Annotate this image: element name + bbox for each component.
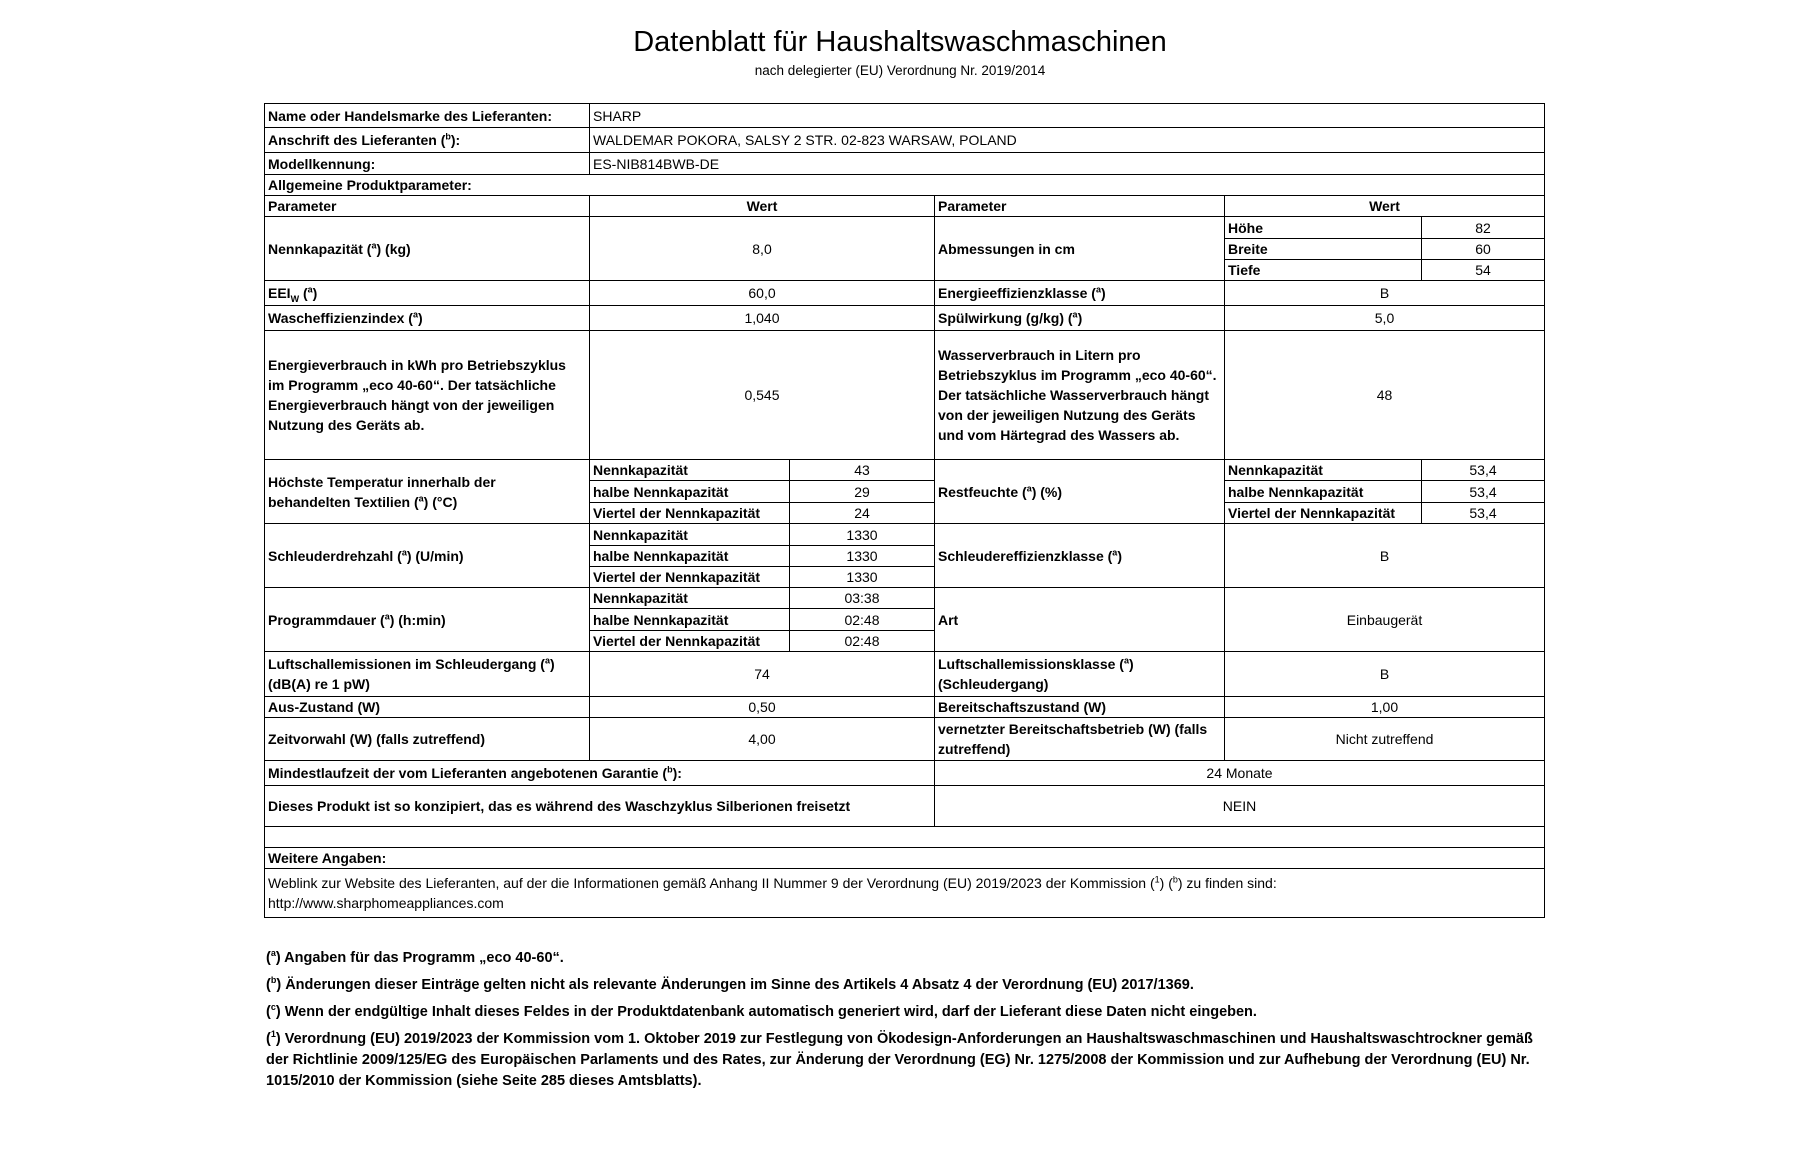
spin-speed-sub1-value: 1330 [790, 524, 935, 546]
table-row [265, 761, 1545, 786]
spin-speed-sub3-value: 1330 [790, 567, 935, 588]
duration-sub2-value: 02:48 [790, 609, 935, 631]
max-temp-sub3-label: Viertel der Nennkapazität [590, 503, 790, 524]
wash-index-value: 1,040 [590, 306, 935, 331]
depth-label: Tiefe [1225, 260, 1422, 281]
table-row [265, 281, 1545, 306]
moisture-sub3-value: 53,4 [1422, 503, 1545, 524]
max-temp-label: Höchste Temperatur innerhalb der behandelten Textilien ($^a$) (°C) [265, 460, 590, 524]
duration-sub2-label: halbe Nennkapazität [590, 609, 790, 631]
duration-label: Programmdauer ($^a$) (h:min) [265, 588, 590, 652]
spin-speed-sub2-label: halbe Nennkapazität [590, 546, 790, 567]
height-label: Höhe [1225, 217, 1422, 239]
table-row [265, 331, 1545, 460]
networked-standby-label: vernetzter Bereitschaftsbetrieb (W) (falls zutreffend) [935, 718, 1225, 761]
moisture-sub1-label: Nennkapazität [1225, 460, 1422, 481]
duration-sub3-value: 02:48 [790, 631, 935, 652]
table-row [265, 104, 1545, 128]
page-subtitle: nach delegierter (EU) Verordnung Nr. 2019/2014 [754, 63, 1046, 78]
delay-start-label: Zeitvorwahl (W) (falls zutreffend) [265, 718, 590, 761]
max-temp-sub1-label: Nennkapazität [590, 460, 790, 481]
table-row [265, 718, 1545, 761]
off-mode-label: Aus-Zustand (W) [265, 697, 590, 718]
energy-consumption-value: 0,545 [590, 331, 935, 460]
column-header-parameter-2: Parameter [935, 196, 1225, 217]
footnote-1: ($^1$) Verordnung (EU) 2019/2023 der Kommission vom 1. Oktober 2019 zur Festlegung von Ökodesign-Anforderungen an Haushaltswaschmaschinen und Haushaltswaschtrockner gemäß der Richtlinie 2009/125/EG des Europäischen Parlaments und des Rates, zur Änderung der Verordnung (EG) Nr. 1275/2008 der Kommission und zur Aufhebung der Verordnung (EU) Nr. 1015/2010 der Kommission (siehe Seite 285 dieses Amtsblatts). [266, 1029, 1533, 1089]
duration-sub3-label: Viertel der Nennkapazität [590, 631, 790, 652]
table-row [265, 786, 1545, 827]
supplier-weblink[interactable]: http://www.sharphomeappliances.com [268, 895, 504, 911]
column-header-value-2: Wert [1225, 196, 1545, 217]
duration-sub1-label: Nennkapazität [590, 588, 790, 609]
moisture-sub1-value: 53,4 [1422, 460, 1545, 481]
height-value: 82 [1422, 217, 1545, 239]
max-temp-sub2-value: 29 [790, 481, 935, 503]
footnote-c: ($^c$) Wenn der endgültige Inhalt dieses Feldes in der Produktdatenbank automatisch generiert wird, darf der Lieferant diese Daten nicht eingeben. [266, 1002, 1257, 1020]
type-label: Art [935, 588, 1225, 652]
noise-value: 74 [590, 652, 935, 697]
empty-row [265, 827, 1545, 848]
spin-speed-sub3-label: Viertel der Nennkapazität [590, 567, 790, 588]
max-temp-sub2-label: halbe Nennkapazität [590, 481, 790, 503]
capacity-label: Nennkapazität ($^a$) (kg) [265, 217, 590, 281]
energy-class-label: Energieeffizienzklasse ($^a$) [935, 281, 1225, 306]
off-mode-value: 0,50 [590, 697, 935, 718]
dimensions-label: Abmessungen in cm [935, 217, 1225, 281]
moisture-sub3-label: Viertel der Nennkapazität [1225, 503, 1422, 524]
datasheet-table [264, 103, 1545, 918]
moisture-sub2-label: halbe Nennkapazität [1225, 481, 1422, 503]
rinse-value: 5,0 [1225, 306, 1545, 331]
further-info-text: Weblink zur Website des Lieferanten, auf der die Informationen gemäß Anhang II Nummer 9 der Verordnung (EU) 2019/2023 der Kommission ($^1$) ($^b$) zu finden sind: http://www.sharphomeappliances.com [265, 869, 1545, 918]
table-row [265, 827, 1545, 848]
model-label: Modellkennung: [265, 153, 590, 175]
noise-label: Luftschallemissionen im Schleudergang ($^a$) (dB(A) re 1 pW) [265, 652, 590, 697]
type-value: Einbaugerät [1225, 588, 1545, 652]
spin-speed-sub2-value: 1330 [790, 546, 935, 567]
table-row [265, 588, 1545, 609]
spin-speed-sub1-label: Nennkapazität [590, 524, 790, 546]
table-row [265, 869, 1545, 918]
table-row [265, 524, 1545, 546]
guarantee-label: Mindestlaufzeit der vom Lieferanten angebotenen Garantie ($^b$): [265, 761, 935, 786]
footnote-b: ($^b$) Änderungen dieser Einträge gelten nicht als relevante Änderungen im Sinne des Artikels 4 Absatz 4 der Verordnung (EU) 2017/1369. [266, 975, 1194, 993]
energy-class-value: B [1225, 281, 1545, 306]
table-row [265, 697, 1545, 718]
footnotes [266, 948, 1546, 1098]
general-params-label: Allgemeine Produktparameter: [265, 175, 1545, 196]
silver-ions-label: Dieses Produkt ist so konzipiert, das es während des Waschzyklus Silberionen freisetzt [265, 786, 935, 827]
page-title: Datenblatt für Haushaltswaschmaschinen [633, 26, 1167, 58]
table-row [265, 217, 1545, 239]
noise-class-label: Luftschallemissionsklasse ($^a$) (Schleudergang) [935, 652, 1225, 697]
supplier-name-label: Name oder Handelsmarke des Lieferanten: [265, 104, 590, 128]
duration-sub1-value: 03:38 [790, 588, 935, 609]
max-temp-sub3-value: 24 [790, 503, 935, 524]
depth-value: 54 [1422, 260, 1545, 281]
table-row [265, 175, 1545, 196]
column-header-parameter: Parameter [265, 196, 590, 217]
water-consumption-label: Wasserverbrauch in Litern pro Betriebszyklus im Programm „eco 40-60“. Der tatsächliche Wasserverbrauch hängt von der jeweiligen Nutzung des Geräts und vom Härtegrad des Wassers ab. [935, 331, 1225, 460]
silver-ions-value: NEIN [935, 786, 1545, 827]
table-row [265, 153, 1545, 175]
energy-consumption-label: Energieverbrauch in kWh pro Betriebszyklus im Programm „eco 40-60“. Der tatsächliche Energieverbrauch hängt von der jeweiligen Nutzung des Geräts ab. [265, 331, 590, 460]
wash-index-label: Wascheffizienzindex ($^a$) [265, 306, 590, 331]
footnote-a: ($^a$) Angaben für das Programm „eco 40-60“. [266, 948, 564, 966]
max-temp-sub1-value: 43 [790, 460, 935, 481]
eei-value: 60,0 [590, 281, 935, 306]
rinse-label: Spülwirkung (g/kg) ($^a$) [935, 306, 1225, 331]
moisture-sub2-value: 53,4 [1422, 481, 1545, 503]
noise-class-value: B [1225, 652, 1545, 697]
column-header-value: Wert [590, 196, 935, 217]
moisture-label: Restfeuchte ($^a$) (%) [935, 460, 1225, 524]
standby-label: Bereitschaftszustand (W) [935, 697, 1225, 718]
model-value: ES-NIB814BWB-DE [590, 153, 1545, 175]
table-row [265, 652, 1545, 697]
eei-label: $EEI_W$ ($^a$) [265, 281, 590, 306]
table-row [265, 460, 1545, 481]
standby-value: 1,00 [1225, 697, 1545, 718]
delay-start-value: 4,00 [590, 718, 935, 761]
water-consumption-value: 48 [1225, 331, 1545, 460]
guarantee-value: 24 Monate [935, 761, 1545, 786]
spin-speed-label: Schleuderdrehzahl ($^a$) (U/min) [265, 524, 590, 588]
width-value: 60 [1422, 239, 1545, 260]
width-label: Breite [1225, 239, 1422, 260]
supplier-address-value: WALDEMAR POKORA, SALSY 2 STR. 02-823 WARSAW, POLAND [590, 128, 1545, 153]
table-row [265, 848, 1545, 869]
further-info-label: Weitere Angaben: [265, 848, 1545, 869]
table-row [265, 306, 1545, 331]
spin-class-value: B [1225, 524, 1545, 588]
capacity-value: 8,0 [590, 217, 935, 281]
table-row [265, 196, 1545, 217]
supplier-address-label: Anschrift des Lieferanten ($^b$): [265, 128, 590, 153]
table-row [265, 128, 1545, 153]
supplier-name-value: SHARP [590, 104, 1545, 128]
spin-class-label: Schleudereffizienzklasse ($^a$) [935, 524, 1225, 588]
networked-standby-value: Nicht zutreffend [1225, 718, 1545, 761]
